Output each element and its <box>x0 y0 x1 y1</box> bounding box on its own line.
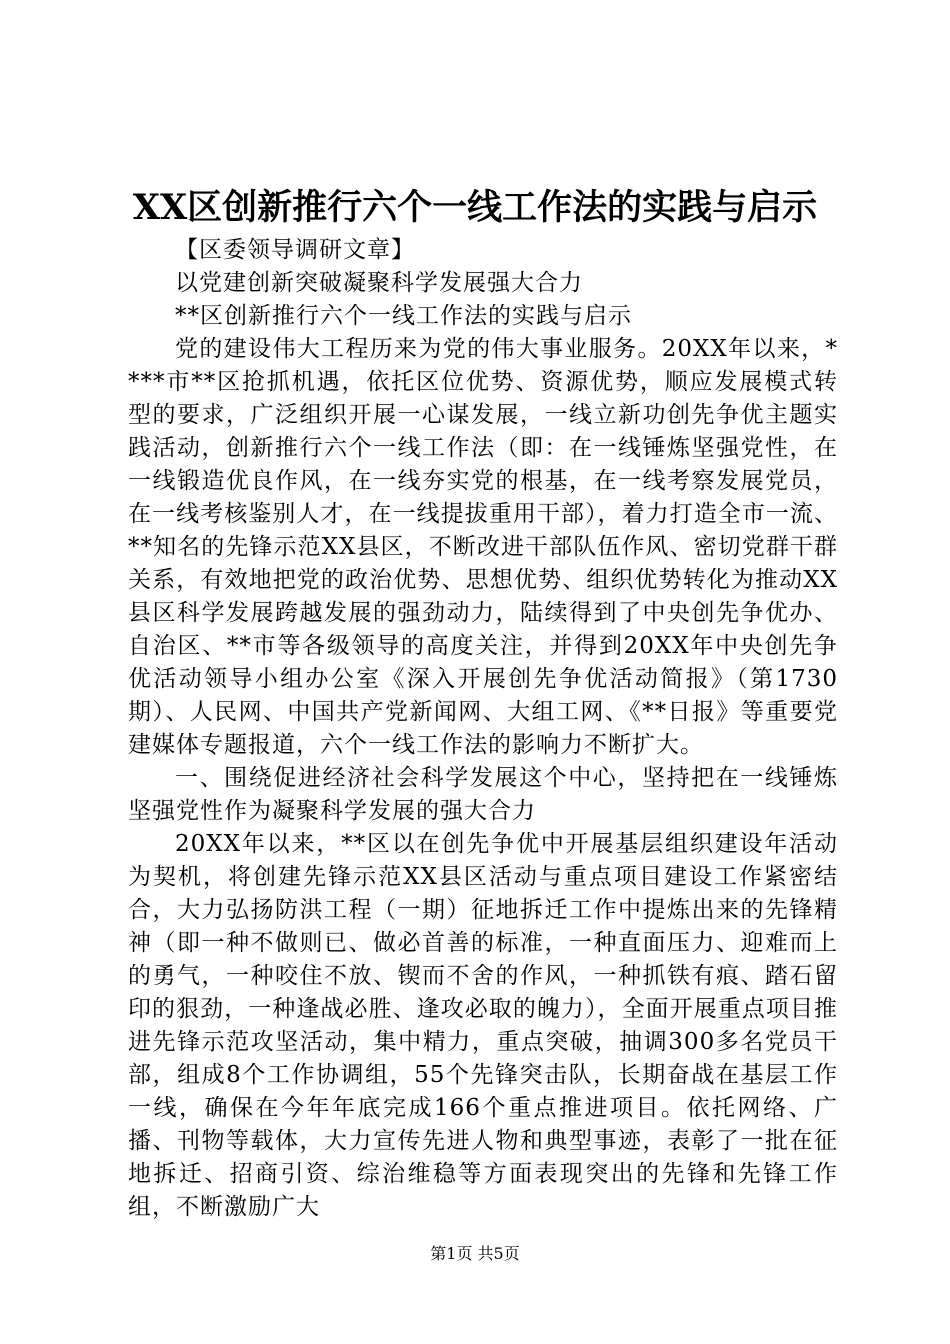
paragraph-section-1: 20XX年以来，**区以在创先争优中开展基层组织建设年活动为契机，将创建先锋示范XX县区活动与重点项目建设工作紧密结合，大力弘扬防洪工程（一期）征地拆迁工作中提炼出来的先锋精神（即一种不做则已、做必首善的标准，一种直面压力、迎难而上的勇气，一种咬住不放、锲而不舍的作风，一种抓铁有痕、踏石留印的狠劲，一种逢战必胜、逢攻必取的魄力），全面开展重点项目推进先锋示范攻坚活动，集中精力，重点突破，抽调300多名党员干部，组成8个工作协调组，55个先锋突击队，长期奋战在基层工作一线，确保在今年年底完成166个重点推进项目。依托网络、广播、刊物等载体，大力宣传先进人物和典型事迹，表彰了一批在征地拆迁、招商引资、综治维稳等方面表现突出的先锋和先锋工作组，不断激励广大 <box>128 831 838 1220</box>
paragraph-source-tag: 【区委领导调研文章】 <box>175 237 415 263</box>
paragraph-subtitle: 以党建创新突破凝聚科学发展强大合力 <box>175 270 583 296</box>
section-heading-1: 一、围绕促进经济社会科学发展这个中心，坚持把在一线锤炼坚强党性作为凝聚科学发展的强大合力 <box>128 765 838 824</box>
document-body <box>128 234 838 1224</box>
document-title: XX区创新推行六个一线工作法的实践与启示 <box>132 187 818 228</box>
paragraph-article-title: **区创新推行六个一线工作法的实践与启示 <box>175 303 632 329</box>
paragraph-intro: 党的建设伟大工程历来为党的伟大事业服务。20XX年以来，****市**区抢抓机遇，依托区位优势、资源优势，顺应发展模式转型的要求，广泛组织开展一心谋发展，一线立新功创先争优主题实践活动，创新推行六个一线工作法（即：在一线锤炼坚强党性，在一线锻造优良作风，在一线夯实党的根基，在一线考察发展党员，在一线考核鉴别人才，在一线提拔重用干部），着力打造全市一流、**知名的先锋示范XX县区，不断改进干部队伍作风、密切党群干群关系，有效地把党的政治优势、思想优势、组织优势转化为推动XX县区科学发展跨越发展的强劲动力，陆续得到了中央创先争优办、自治区、**市等各级领导的高度关注，并得到20XX年中央创先争优活动领导小组办公室《深入开展创先争优活动简报》（第1730期）、人民网、中国共产党新闻网、大组工网、《**日报》等重要党建媒体专题报道，六个一线工作法的影响力不断扩大。 <box>128 336 838 758</box>
page-footer: 第1页 共5页 <box>430 1244 520 1263</box>
